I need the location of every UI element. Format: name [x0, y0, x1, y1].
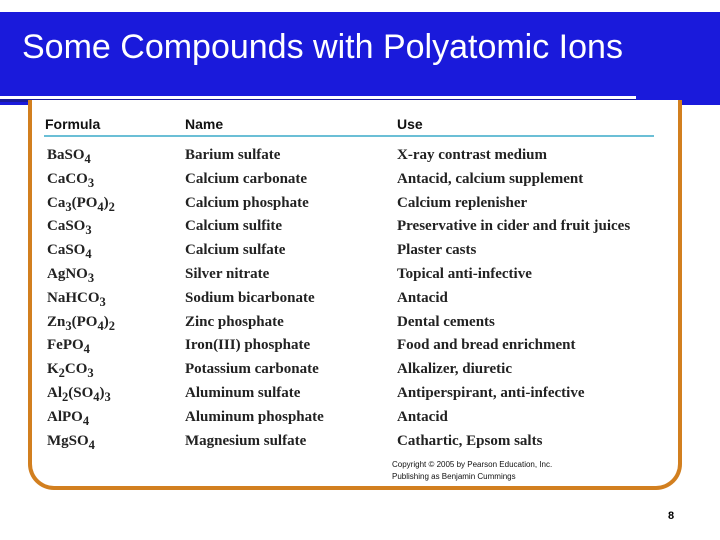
name-cell: Sodium bicarbonate [185, 289, 315, 306]
use-cell: Alkalizer, diuretic [397, 361, 512, 378]
name-cell: Silver nitrate [185, 266, 270, 282]
name-cell: Calcium phosphate [185, 194, 309, 211]
formula-cell: CaSO$_4$ [47, 242, 92, 262]
title-bar-extension [636, 12, 720, 105]
header-name: Name [185, 116, 224, 132]
title-bar [0, 12, 720, 105]
copyright-line-1: Copyright © 2005 by Pearson Education, Inc. [392, 460, 553, 469]
name-cell: Iron(III) phosphate [185, 337, 311, 354]
formula-cell: $Ca_3(PO_4)_2$ [47, 194, 115, 214]
use-cell: Cathartic, Epsom salts [397, 432, 543, 449]
name-cell: Barium sulfate [185, 147, 281, 163]
formula-cell: CaCO$_3$ [47, 170, 95, 190]
use-cell: X-ray contrast medium [397, 147, 547, 163]
slide-title: Some Compounds with Polyatomic Ions [22, 28, 623, 66]
use-cell: Food and bread enrichment [397, 337, 576, 354]
formula-cell: $Al_2(SO_4)_3$ [47, 385, 111, 404]
use-cell: Plaster casts [397, 242, 477, 259]
use-cell: Calcium replenisher [397, 194, 528, 211]
table-frame [28, 100, 682, 490]
header-formula: Formula [45, 116, 101, 132]
use-cell: Antacid, calcium supplement [397, 170, 584, 187]
formula-cell: $K_2CO_3$ [47, 361, 94, 381]
header-use: Use [397, 116, 423, 132]
formula-cell: $Zn_3(PO_4)_2$ [47, 313, 115, 333]
name-cell: Potassium carbonate [185, 361, 319, 378]
name-cell: Magnesium sulfate [185, 432, 307, 449]
name-cell: Aluminum phosphate [185, 408, 324, 425]
formula-cell: NaHCO$_3$ [47, 289, 106, 309]
copyright-notice [392, 459, 552, 483]
name-cell: Zinc phosphate [185, 313, 284, 330]
name-cell: Calcium sulfite [185, 218, 283, 235]
name-cell: Aluminum sulfate [185, 385, 301, 401]
formula-cell: AgNO$_3$ [47, 266, 95, 285]
formula-cell: CaSO$_3$ [47, 218, 92, 238]
formula-cell: MgSO$_4$ [47, 432, 95, 452]
page-number: 8 [668, 510, 675, 522]
formula-cell: BaSO$_4$ [47, 147, 91, 166]
use-cell: Dental cements [397, 313, 495, 330]
formula-cell: FePO$_4$ [47, 337, 90, 357]
use-cell: Topical anti-infective [397, 266, 532, 282]
use-cell: Antiperspirant, anti-infective [397, 385, 585, 401]
formula-cell: AlPO$_4$ [47, 408, 90, 428]
header-divider [44, 135, 654, 137]
copyright-line-2: Publishing as Benjamin Cummings [392, 472, 516, 481]
use-cell: Antacid [397, 289, 448, 306]
name-cell: Calcium sulfate [185, 242, 286, 259]
name-cell: Calcium carbonate [185, 170, 308, 187]
use-cell: Preservative in cider and fruit juices [397, 218, 631, 235]
use-cell: Antacid [397, 408, 448, 425]
